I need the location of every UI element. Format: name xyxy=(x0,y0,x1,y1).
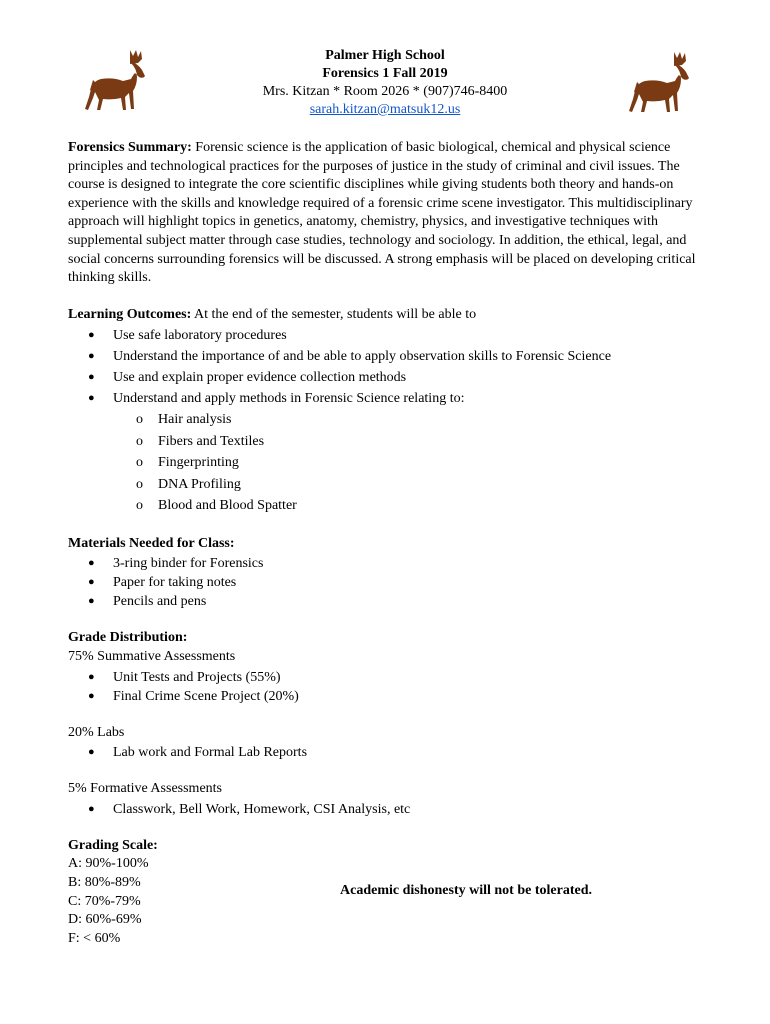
list-item: ● Final Crime Scene Project (20%) xyxy=(68,687,698,706)
labs-list xyxy=(68,743,698,762)
course-title: Forensics 1 Fall 2019 xyxy=(322,66,448,81)
formative-list xyxy=(68,800,698,819)
outcomes-list xyxy=(68,325,698,409)
academic-honesty-notice: Academic dishonesty will not be tolerated. xyxy=(340,882,592,898)
list-item: ● Use and explain proper evidence collection methods xyxy=(68,367,698,388)
outcomes-sublist xyxy=(68,409,698,517)
sub-list-item: o Blood and Blood Spatter xyxy=(68,495,698,517)
email-link[interactable]: sarah.kitzan@matsuk12.us xyxy=(309,102,461,117)
materials-list xyxy=(68,554,698,611)
scale-row: A: 90%-100% xyxy=(68,856,149,872)
labs-label: 20% Labs xyxy=(68,724,125,740)
syllabus-content xyxy=(68,139,698,948)
scale-row: C: 70%-79% xyxy=(68,893,141,909)
outcomes-heading: Learning Outcomes: xyxy=(68,306,192,322)
list-item: ● Unit Tests and Projects (55%) xyxy=(68,668,698,687)
outcomes-intro-line xyxy=(68,306,698,325)
grading-scale xyxy=(68,837,698,949)
scale-row: D: 60%-69% xyxy=(68,912,142,928)
grades-heading: Grade Distribution: xyxy=(68,630,188,646)
list-item: ● Classwork, Bell Work, Homework, CSI Analysis, etc xyxy=(68,800,698,819)
materials-heading: Materials Needed for Class: xyxy=(68,535,235,551)
scale-heading: Grading Scale: xyxy=(68,837,158,853)
summary-paragraph xyxy=(68,139,698,288)
summative-label: 75% Summative Assessments xyxy=(68,649,236,665)
list-item: ● Understand the importance of and be able to apply observation skills to Forensic Science xyxy=(68,346,698,367)
list-item: ● 3-ring binder for Forensics xyxy=(68,554,698,573)
teacher-info: Mrs. Kitzan * Room 2026 * (907)746-8400 xyxy=(262,84,508,99)
summary-text: Forensic science is the application of basic biological, chemical and physical science principles and technological practices for the purposes of justice in the study of criminal and civil issues. The course is designed to integrate the core scientific disciplines while giving students both theory and hands-on experience with the skills and knowledge required of a forensic crime scene investigator. This multidisciplinary approach will highlight topics in genetics, anatomy, chemistry, physics, and investigative techniques with supplemental subject matter through case studies, technology and sociology. In addition, the ethical, legal, and social concerns surrounding forensics will be discussed. A strong emphasis will be placed on developing critical thinking skills. xyxy=(68,140,696,286)
list-item: ● Paper for taking notes xyxy=(68,573,698,592)
sub-list-item: o Fibers and Textiles xyxy=(68,431,698,453)
sub-list-item: o DNA Profiling xyxy=(68,474,698,496)
scale-row: F: < 60% xyxy=(68,930,121,946)
list-item: ● Pencils and pens xyxy=(68,592,698,611)
list-item: ● Use safe laboratory procedures xyxy=(68,325,698,346)
sub-list-item: o Fingerprinting xyxy=(68,452,698,474)
list-item: ● Understand and apply methods in Forensic Science relating to: xyxy=(68,388,698,409)
list-item: ● Lab work and Formal Lab Reports xyxy=(68,743,698,762)
summative-list xyxy=(68,668,698,706)
scale-row: B: 80%-89% xyxy=(68,875,141,890)
summary-heading: Forensics Summary: xyxy=(68,140,192,155)
sub-list-item: o Hair analysis xyxy=(68,409,698,431)
school-name: Palmer High School xyxy=(325,48,445,63)
document-header xyxy=(0,47,770,119)
outcomes-intro: At the end of the semester, students will be able to xyxy=(194,306,477,322)
formative-label: 5% Formative Assessments xyxy=(68,781,222,797)
